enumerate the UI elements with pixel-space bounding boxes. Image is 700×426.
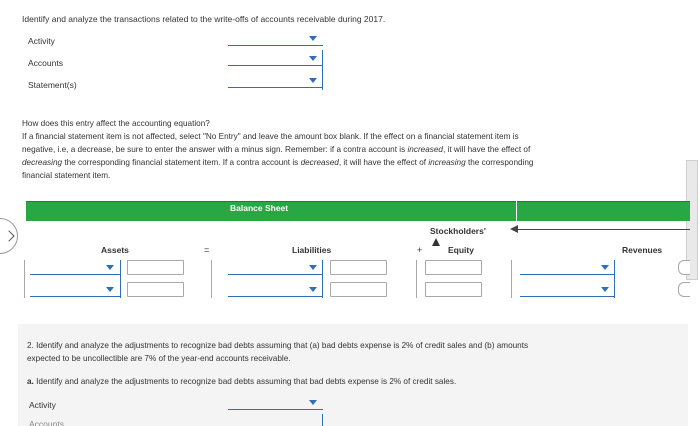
- revenues-amount-input-1[interactable]: [678, 260, 690, 275]
- liabilities-amount-input-1[interactable]: [330, 260, 387, 275]
- chevron-down-icon: [106, 265, 114, 270]
- assets-amount-input-2[interactable]: [127, 282, 184, 297]
- chevron-down-icon: [309, 400, 317, 405]
- balance-sheet-header: [26, 201, 690, 221]
- row-left-bar: [24, 260, 25, 298]
- accounts-label: Accounts: [28, 58, 63, 68]
- q2-activity-select[interactable]: [228, 398, 323, 410]
- liabilities-heading: Liabilities: [292, 245, 332, 255]
- stockholders-heading: Stockholders': [430, 226, 486, 236]
- revenues-heading: Revenues: [622, 245, 663, 255]
- equals-col-bar: [211, 260, 212, 298]
- back-arrow-icon[interactable]: [0, 218, 18, 254]
- assets-account-select-2[interactable]: [30, 285, 120, 297]
- question-2a: a. Identify and analyze the adjustments to recognize bad debts assuming that bad debts expense is 2% of credit sales.: [27, 377, 457, 386]
- chevron-down-icon: [106, 287, 114, 292]
- equity-heading: Equity: [448, 245, 474, 255]
- balance-sheet-title: Balance Sheet: [230, 203, 289, 213]
- accounts-select-1[interactable]: [228, 54, 323, 66]
- instructions-line-3: negative, i.e, a decrease, be sure to enter the answer with a minus sign. Remember: if a contra account is increased, it will have the effect of: [22, 145, 531, 154]
- plus-sign: +: [417, 245, 423, 255]
- chevron-down-icon: [309, 56, 317, 61]
- activity-label: Activity: [28, 36, 55, 46]
- liabilities-account-select-1[interactable]: [228, 263, 323, 275]
- statements-label: Statement(s): [28, 80, 77, 90]
- equity-amount-input-1[interactable]: [425, 260, 482, 275]
- arrow-line: [518, 229, 690, 230]
- question-intro: Identify and analyze the transactions related to the write-offs of accounts receivable during 2017.: [22, 14, 386, 24]
- chevron-down-icon: [309, 36, 317, 41]
- assets-group-bar: [120, 260, 121, 298]
- statements-select[interactable]: [228, 76, 323, 88]
- q2-accounts-label: Accounts: [29, 419, 64, 426]
- equity-amount-input-2[interactable]: [425, 282, 482, 297]
- chevron-down-icon: [309, 287, 317, 292]
- chevron-down-icon: [309, 265, 317, 270]
- arrow-left-icon: [510, 225, 518, 233]
- header-divider: [516, 201, 517, 221]
- instructions-line-5: financial statement item.: [22, 171, 111, 180]
- chevron-down-icon: [309, 78, 317, 83]
- liabilities-account-select-2[interactable]: [228, 285, 323, 297]
- liabilities-amount-input-2[interactable]: [330, 282, 387, 297]
- chevron-down-icon: [601, 265, 609, 270]
- revenues-account-select-1[interactable]: [520, 263, 615, 275]
- question-2-prompt-cont: expected to be uncollectible are 7% of the year-end accounts receivable.: [27, 354, 291, 363]
- revenues-account-select-2[interactable]: [520, 285, 615, 297]
- revenues-group-bar: [614, 260, 615, 298]
- activity-select[interactable]: [228, 34, 323, 46]
- assets-amount-input-1[interactable]: [127, 260, 184, 275]
- liabilities-group-bar: [322, 260, 323, 298]
- mouse-cursor-icon: [432, 238, 440, 246]
- equals-sign: =: [204, 245, 210, 255]
- assets-account-select-1[interactable]: [30, 263, 120, 275]
- chevron-down-icon: [601, 287, 609, 292]
- instructions-heading: How does this entry affect the accounting equation?: [22, 119, 210, 128]
- select-group-bar: [322, 50, 323, 90]
- instructions-line-2: If a financial statement item is not affected, select "No Entry" and leave the amount box blank. If the effect on a financial statement item is: [22, 132, 519, 141]
- instructions-line-4: decreasing the corresponding financial statement item. If a contra account is decreased, it will have the effect of increasing the corresponding: [22, 158, 534, 167]
- question-2-prompt: 2. Identify and analyze the adjustments to recognize bad debts assuming that (a) bad debts expense is 2% of credit sales and (b) amounts: [27, 341, 529, 350]
- q2-select-group-bar: [322, 414, 323, 426]
- equity-col-bar: [511, 260, 512, 298]
- revenues-amount-input-2[interactable]: [678, 282, 690, 297]
- assets-heading: Assets: [101, 245, 129, 255]
- q2-activity-label: Activity: [29, 400, 56, 410]
- plus-col-bar: [416, 260, 417, 298]
